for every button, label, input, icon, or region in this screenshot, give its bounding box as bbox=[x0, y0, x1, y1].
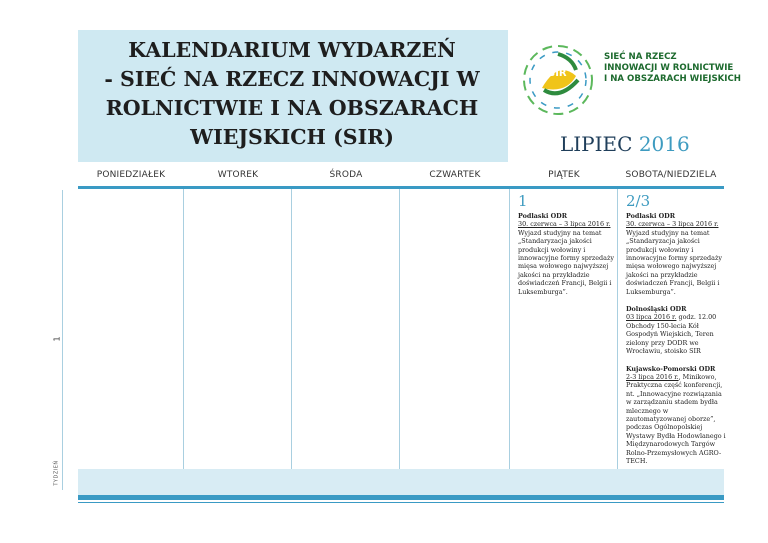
event-date: 2-3 lipca 2016 r. bbox=[626, 372, 679, 381]
logo-text-line-2: INNOWACJI W ROLNICTWIE bbox=[604, 63, 734, 73]
month-year: 2016 bbox=[638, 132, 690, 156]
event-date: 03 lipca 2016 r. bbox=[626, 313, 677, 322]
week-number: 1 bbox=[52, 336, 62, 342]
event-text: Praktyczna część konferencji, nt. „Innowacyjne rozwiązania w zarządzaniu stadem bydła mlecznego w zautomatyzowanej oborze”, podczas Ogólnopolskiej Wystawy Bydła Hodowlanego i Międzynarodowych Targów Rolno-Przemysłowych AGRO-TECH. bbox=[626, 381, 726, 465]
event-org: Kujawsko-Pomorski ODR bbox=[626, 364, 716, 373]
week-rule bbox=[62, 190, 63, 490]
logo-text-line-3: I NA OBSZARACH WIEJSKICH bbox=[604, 74, 742, 84]
calendar-title bbox=[96, 36, 488, 152]
event-date-suffix: godz. 12.00 bbox=[676, 313, 717, 322]
day-header-thursday: CZWARTEK bbox=[429, 170, 481, 180]
title-line-1: KALENDARIUM WYDARZEŃ bbox=[128, 38, 456, 62]
event-item bbox=[626, 365, 726, 466]
month-name: LIPIEC bbox=[560, 132, 633, 156]
event-org: Podlaski ODR bbox=[518, 212, 568, 220]
day-header-tuesday: WTOREK bbox=[217, 170, 259, 180]
logo-text-line-1: SIEĆ NA RZECZ bbox=[604, 52, 677, 62]
weekend-events bbox=[626, 212, 726, 474]
day-header-friday: PIĄTEK bbox=[548, 170, 580, 180]
day-header-wednesday: ŚRODA bbox=[329, 170, 363, 180]
event-item bbox=[626, 212, 726, 296]
event-item bbox=[626, 305, 726, 355]
event-date: 30. czerwca – 3 lipca 2016 r. bbox=[518, 220, 611, 229]
day-header-monday: PONIEDZIAŁEK bbox=[96, 170, 166, 180]
event-date-suffix: , Minikowo, bbox=[678, 372, 717, 381]
event-date: 30. czerwca – 3 lipca 2016 r. bbox=[626, 220, 719, 229]
cell-thursday bbox=[400, 189, 510, 469]
event-text: Wyjazd studyjny na temat „Standaryzacja jakości produkcji wołowiny i innowacyjne formy sprzedaży mięsa wołowego najwyższej jakości na przykładzie doświadczeń Francji, Belgii i Luksemburga”. bbox=[626, 228, 722, 296]
weekend-day-number: 2/3 bbox=[626, 192, 651, 210]
event-org: Dolnośląski ODR bbox=[626, 305, 687, 314]
cell-tuesday bbox=[184, 189, 292, 469]
event-text: Obchody 150-lecia Kół Gospodyń Wiejskich, Teren zielony przy DODR we Wrocławiu, stoisko SIR bbox=[626, 321, 714, 356]
title-line-4: WIEJSKICH (SIR) bbox=[190, 125, 394, 149]
week-tag: TYDZIEŃ bbox=[53, 460, 60, 486]
title-line-3: ROLNICTWIE I NA OBSZARACH bbox=[105, 96, 479, 120]
event-text: Wyjazd studyjny na temat „Standaryzacja jakości produkcji wołowiny i innowacyjne formy sprzedaży mięsa wołowego najwyższej jakości na przykładzie doświadczeń Francji, Belgii i Luksemburga”. bbox=[518, 228, 614, 296]
day-header-weekend: SOBOTA/NIEDZIELA bbox=[625, 170, 717, 180]
sir-logo-icon bbox=[514, 36, 602, 124]
friday-events bbox=[518, 212, 622, 305]
event-item bbox=[518, 212, 622, 296]
friday-day-number: 1 bbox=[518, 192, 528, 210]
logo-acronym: SIR bbox=[548, 68, 567, 79]
month-label bbox=[560, 132, 690, 156]
logo-text bbox=[604, 52, 742, 85]
grid-bottom-rule bbox=[78, 495, 724, 500]
cell-monday bbox=[78, 189, 184, 469]
title-line-2: - SIEĆ NA RZECZ INNOWACJI W bbox=[104, 67, 480, 91]
cell-wednesday bbox=[292, 189, 400, 469]
grid-bottom-rule-thin bbox=[78, 502, 724, 503]
day-headers bbox=[78, 170, 724, 184]
event-org: Podlaski ODR bbox=[626, 212, 676, 220]
